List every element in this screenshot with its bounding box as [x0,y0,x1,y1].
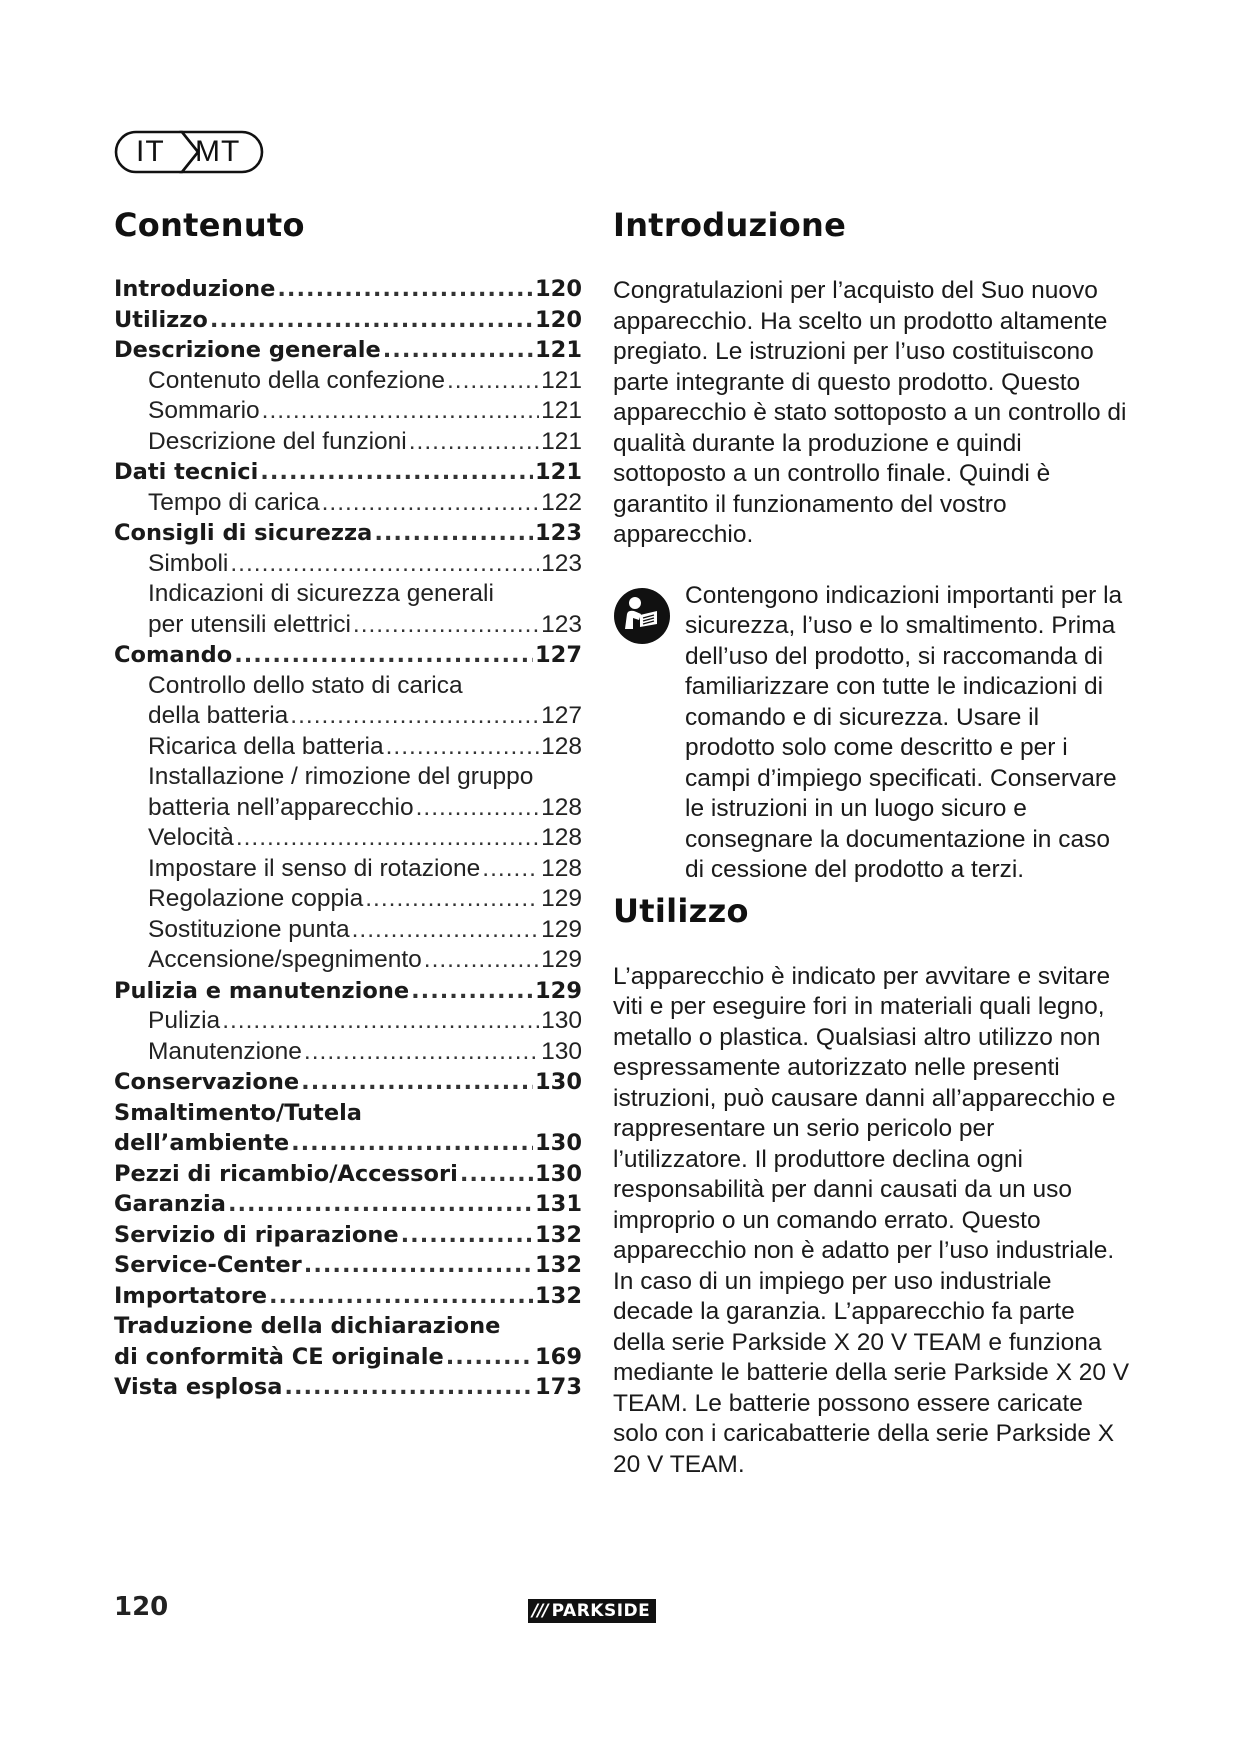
toc-entry-page: 173 [535,1374,582,1400]
toc-entry[interactable] [114,945,582,976]
intro-heading: Introduzione [613,206,847,244]
toc-entry-title: Controllo dello stato di carica [148,671,463,699]
toc-entry-title: Pezzi di ricambio/Accessori [114,1160,458,1187]
toc-leader-dots [290,701,539,732]
brand-name: PARKSIDE [551,1601,651,1621]
toc-leader-dots [301,1067,533,1098]
usage-heading: Utilizzo [613,891,749,930]
toc-entry-page: 121 [535,337,582,363]
toc-entry-title: Comando [114,642,233,668]
toc-leader-dots [322,488,540,519]
toc-entry-page: 120 [535,306,582,333]
toc-entry-title: Sostituzione punta [148,915,350,943]
toc-entry-page: 127 [541,702,582,729]
toc-entry-page: 123 [541,610,582,638]
toc-entry-title: Descrizione generale [114,337,381,363]
toc-entry-page: 129 [541,885,582,912]
toc-leader-dots [416,793,540,824]
toc-entry-title: Service-Center [114,1252,302,1278]
toc-entry-title: Impostare il senso di rotazione [148,854,481,882]
toc-leader-dots [210,305,533,336]
language-badge [114,130,264,174]
toc-entry-title: Ricarica della batteria [148,732,384,760]
toc-entry-page: 130 [541,1037,582,1065]
toc-heading: Contenuto [114,206,305,244]
toc-entry[interactable] [114,579,582,610]
toc-entry[interactable] [114,1281,582,1312]
toc-leader-dots [424,945,539,976]
toc-entry-page: 121 [541,366,582,394]
toc-entry-page: 120 [535,276,582,302]
toc-entry[interactable] [114,518,582,549]
toc-entry[interactable] [114,701,582,732]
toc-entry-title: Sommario [148,397,260,424]
toc-entry[interactable] [114,1220,582,1251]
toc-entry[interactable] [114,610,582,641]
toc-entry-page: 132 [535,1282,582,1309]
toc-leader-dots [447,366,539,397]
toc-entry[interactable] [114,823,582,854]
toc-entry[interactable] [114,549,582,580]
toc-leader-dots [352,915,540,946]
toc-entry-page: 130 [541,1007,582,1034]
toc-entry-title: Velocità [148,824,234,851]
usage-paragraph: L’apparecchio è indicato per avvitare e svitare viti e per eseguire fori in materiali quali legno, metallo o plastica. Qualsiasi altro utilizzo non espressamente autorizzato nelle presenti istruzioni, può causare danni all’apparecchio e rappresentare un serio pericolo per l’utilizzatore. Il produttore declina ogni responsabilità per danni causati da un uso improprio o un comando errato. Questo apparecchio non è adatto per l’uso industriale. In caso di un impiego per uso industriale decade la garanzia. L’apparecchio fa parte della serie Parkside X 20 V TEAM e funziona mediante le batterie della serie Parkside X 20 V TEAM. Le batterie possono essere caricate solo con i caricabatterie della serie Parkside X 20 V TEAM. [613,962,1130,1478]
toc-leader-dots [383,335,533,366]
intro-paragraph: Congratulazioni per l’acquisto del Suo nuovo apparecchio. Ha scelto un prodotto altamente pregiato. Le istruzioni per l’uso costituiscono parte integrante di questo prodotto. Questo apparecchio è stato sottoposto a un controllo di qualità durante la produzione e quindi sottoposto a un controllo finale. Quindi è garantito il funzionamento del vostro apparecchio. [613,277,1127,548]
toc-entry[interactable] [114,1159,582,1190]
toc-entry-page: 132 [535,1252,582,1278]
toc-entry-page: 129 [541,915,582,943]
toc-leader-dots [374,518,533,549]
toc-leader-dots [291,1128,533,1159]
toc-leader-dots [460,1159,533,1190]
toc-leader-dots [409,427,539,458]
toc-entry-page: 123 [541,549,582,577]
toc-entry-page: 169 [535,1343,582,1370]
toc-entry[interactable] [114,884,582,915]
toc-entry[interactable] [114,1311,582,1342]
toc-entry-title: Manutenzione [148,1037,302,1065]
toc-entry-title: Consigli di sicurezza [114,520,373,546]
toc-leader-dots [222,1006,539,1037]
toc-entry[interactable] [114,1128,582,1159]
toc-entry-page: 128 [541,732,582,760]
toc-entry-page: 129 [535,977,582,1004]
toc-entry[interactable] [114,305,582,336]
toc-entry-page: 128 [541,793,582,821]
toc-leader-dots [446,1342,533,1373]
toc-entry-page: 130 [535,1160,582,1187]
toc-entry-title: Smaltimento/Tutela [114,1099,362,1126]
toc-entry[interactable] [114,1098,582,1129]
toc-leader-dots [234,640,533,671]
toc-entry-title: Introduzione [114,276,276,302]
toc-entry[interactable] [114,671,582,702]
toc-entry-title: Garanzia [114,1191,226,1217]
toc-entry-title: Dati tecnici [114,459,259,485]
toc-entry-title: Pulizia [148,1007,221,1034]
toc-entry-page: 128 [541,824,582,851]
toc-leader-dots [304,1037,539,1068]
toc-entry-title: Traduzione della dichiarazione [114,1313,501,1339]
toc-leader-dots [411,976,533,1007]
toc-entry-page: 130 [535,1069,582,1095]
toc-entry-title: Utilizzo [114,306,208,333]
toc-entry[interactable] [114,457,582,488]
toc-entry-title: Vista esplosa [114,1374,283,1400]
toc-leader-dots [401,1220,533,1251]
toc-entry-title: dell’ambiente [114,1130,290,1156]
toc-entry-page: 131 [535,1191,582,1217]
toc-entry-page: 127 [535,642,582,668]
toc-entry[interactable] [114,915,582,946]
toc-entry-page: 121 [535,459,582,485]
toc-entry[interactable] [114,732,582,763]
toc-entry-page: 121 [541,427,582,455]
read-manual-icon [613,587,675,649]
toc-leader-dots [386,732,540,763]
toc-entry[interactable] [114,1372,582,1403]
language-code-mt: MT [195,135,241,168]
toc-entry[interactable] [114,1250,582,1281]
toc-entry-page: 123 [535,520,582,546]
toc-entry-title: Indicazioni di sicurezza generali [148,580,494,607]
toc-leader-dots [269,1281,533,1312]
toc-entry-title: Simboli [148,549,229,577]
toc-leader-dots [230,549,539,580]
toc-entry[interactable] [114,274,582,305]
toc-leader-dots [277,274,533,305]
toc-entry[interactable] [114,762,582,793]
parkside-logo [528,1599,656,1623]
toc-entry-title: Contenuto della confezione [148,366,445,394]
toc-leader-dots [260,457,533,488]
toc-leader-dots [304,1250,533,1281]
toc-leader-dots [284,1372,533,1403]
toc-entry-title: Importatore [114,1282,267,1309]
toc-entry-title: Pulizia e manutenzione [114,977,410,1004]
toc-entry[interactable] [114,335,582,366]
toc-entry[interactable] [114,976,582,1007]
language-code-it: IT [136,135,165,168]
toc-entry[interactable] [114,854,582,885]
toc-leader-dots [236,823,539,854]
toc-entry[interactable] [114,396,582,427]
toc-entry-title: Servizio di riparazione [114,1221,399,1248]
table-of-contents [114,274,582,1403]
toc-leader-dots [482,854,539,885]
toc-entry-title: Accensione/spegnimento [148,946,422,973]
toc-entry-title: della batteria [148,702,289,729]
toc-entry-title: batteria nell’apparecchio [148,793,414,821]
page-number: 120 [114,1592,169,1622]
toc-leader-dots [228,1189,533,1220]
toc-entry-title: Tempo di carica [148,488,320,516]
toc-entry-page: 122 [541,488,582,516]
content-column [613,200,1133,1480]
toc-entry-title: Regolazione coppia [148,885,364,912]
safety-note-text: Contengono indicazioni importanti per la sicurezza, l’uso e lo smaltimento. Prima dell’uso del prodotto, si raccomanda di familiarizzare con tutte le indicazioni di comando e di sicurezza. Usare il prodotto solo come descritto e per i campi d’impiego specificati. Conservare le istruzioni in un luogo sicuro e consegnare la documentazione in caso di cessione del prodotto a terzi. [685,581,1123,883]
brand-slashes: /// [532,1601,548,1621]
toc-entry[interactable] [114,488,582,519]
toc-leader-dots [262,396,539,427]
toc-entry-page: 132 [535,1221,582,1248]
toc-entry[interactable] [114,427,582,458]
toc-leader-dots [365,884,539,915]
toc-entry-title: di conformità CE originale [114,1343,444,1370]
toc-entry-title: Conservazione [114,1069,300,1095]
toc-entry[interactable] [114,1189,582,1220]
toc-entry[interactable] [114,1006,582,1037]
toc-entry[interactable] [114,1067,582,1098]
safety-note [613,581,1133,886]
toc-entry[interactable] [114,1037,582,1068]
toc-column [114,200,582,1403]
toc-entry-title: Descrizione del funzioni [148,427,407,455]
toc-entry-title: per utensili elettrici [148,610,351,638]
toc-entry-title: Installazione / rimozione del gruppo [148,763,534,790]
toc-entry[interactable] [114,1342,582,1373]
toc-entry[interactable] [114,640,582,671]
toc-entry-page: 130 [535,1130,582,1156]
toc-entry[interactable] [114,366,582,397]
toc-entry-page: 129 [541,946,582,973]
toc-entry-page: 121 [541,397,582,424]
toc-leader-dots [353,610,539,641]
toc-entry[interactable] [114,793,582,824]
toc-entry-page: 128 [541,854,582,882]
